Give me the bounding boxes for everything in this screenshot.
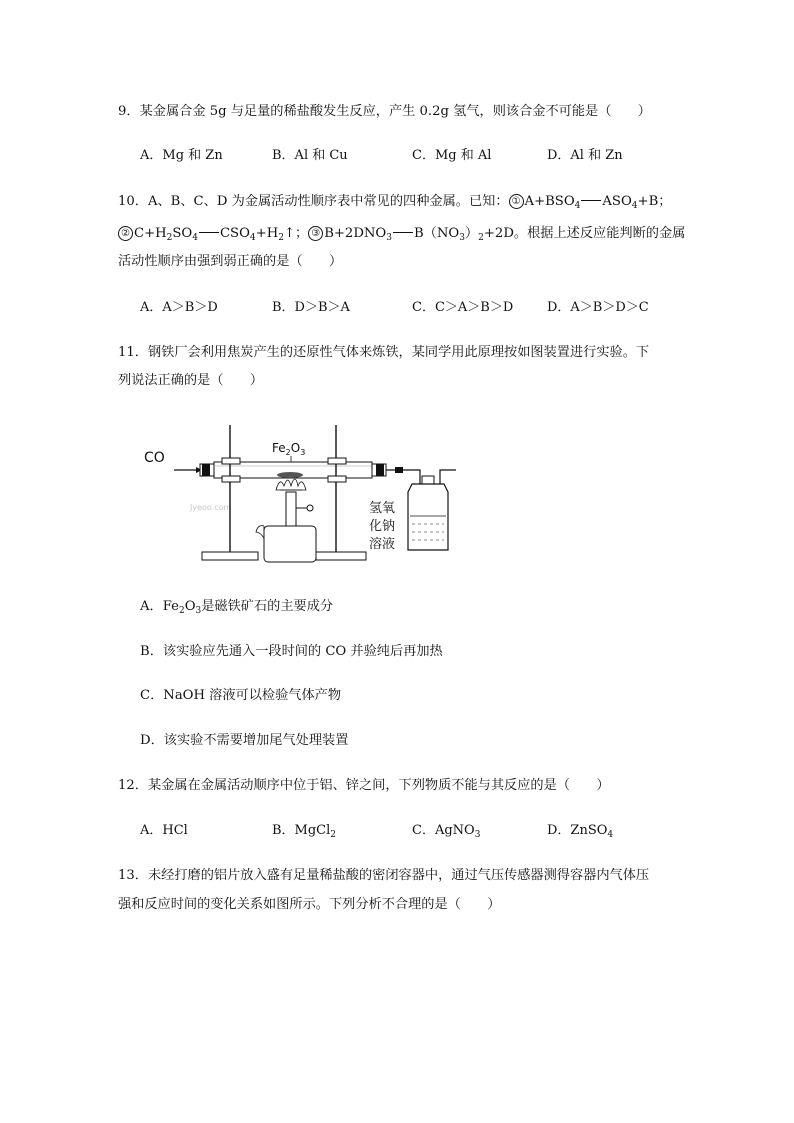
- left-stand-base: [202, 552, 258, 560]
- co-label: CO: [144, 450, 165, 466]
- circle-3-icon: ③: [308, 226, 323, 241]
- r1-right: ASO: [602, 194, 632, 209]
- r1-tail: +B；: [637, 194, 672, 209]
- right-stand-base: [316, 552, 366, 560]
- reaction-arrow-icon: [581, 200, 601, 201]
- q10-option-b: B．D＞B＞A: [272, 300, 350, 315]
- circle-1-icon: ①: [509, 194, 524, 209]
- reaction-arrow-icon: [199, 232, 219, 233]
- r2-mid: SO: [172, 226, 193, 241]
- q10-option-d: D．A＞B＞D＞C: [547, 300, 649, 315]
- q11-option-a: [140, 598, 333, 620]
- q10-intro: 10．A、B、C、D 为金属活动性顺序表中常见的四种金属。已知：: [118, 194, 509, 209]
- q11-option-b: B．该实验应先通入一段时间的 CO 并验纯后再加热: [140, 644, 443, 659]
- hose-connector: [395, 467, 403, 473]
- q12-option-d: [547, 822, 613, 844]
- q12-b-sub: 2: [330, 830, 337, 840]
- apparatus-diagram: [140, 420, 470, 570]
- q11-a-text-3: 是磁铁矿石的主要成分: [201, 599, 334, 614]
- r3-sub2: 3: [459, 233, 465, 243]
- q11-line-1: 11．钢铁厂会利用焦炭产生的还原性气体来炼铁，某同学用此原理按如图装置进行实验。下: [118, 345, 650, 360]
- r3-sub1: 3: [386, 233, 392, 243]
- right-stopper-fill: [376, 464, 384, 476]
- burner-body: [264, 526, 316, 562]
- fe2o3-label: $Fe_2O_3$: [272, 441, 306, 457]
- q9-option-a: A．Mg 和 Zn: [140, 148, 223, 163]
- q12-c-text: C．AgNO: [412, 823, 475, 838]
- gas-inlet: [256, 526, 264, 538]
- fe2o3-powder: [277, 472, 303, 478]
- naoh-solution: [410, 516, 446, 548]
- r2-sub2: 4: [192, 233, 198, 243]
- r2-right2: +H: [255, 226, 279, 241]
- right-clamp-bottom: [328, 476, 346, 482]
- r3-left: B+2DNO: [324, 226, 387, 241]
- q12-option-a: A．HCl: [140, 823, 188, 838]
- q9-option-b: B．Al 和 Cu: [272, 148, 348, 163]
- reaction-arrow-icon: [393, 232, 413, 233]
- q13-line-1: 13．未经打磨的铝片放入盛有足量稀盐酸的密闭容器中，通过气压传感器测得容器内气体压: [118, 868, 650, 883]
- r2-sub1: 2: [166, 233, 173, 243]
- q11-option-d: D．该实验不需要增加尾气处理装置: [140, 733, 349, 748]
- r1-left: A+BSO: [524, 194, 575, 209]
- r2-tail: ↑；: [283, 226, 309, 241]
- q11-a-text-1: A．Fe: [140, 599, 179, 614]
- r1-left-sub: 4: [574, 201, 581, 211]
- naoh-label-1: 氢氧: [369, 501, 396, 516]
- r3-tail: +2D。根据上述反应能判断的金属: [483, 226, 686, 241]
- r2-right: CSO: [219, 226, 250, 241]
- q9-option-d: D．Al 和 Zn: [547, 148, 623, 163]
- q11-line-2: 列说法正确的是（ ）: [118, 373, 264, 388]
- naoh-label-3: 溶液: [369, 537, 396, 552]
- r2-sub4: 2: [278, 233, 284, 243]
- q12-option-c: [412, 822, 480, 844]
- q10-line-3: 活动性顺序由强到弱正确的是（ ）: [118, 254, 343, 269]
- circle-2-icon: ②: [118, 226, 133, 241]
- left-clamp-top: [222, 458, 240, 464]
- r3-right: B（NO: [413, 226, 460, 241]
- right-clamp-top: [328, 458, 346, 464]
- left-stopper-fill: [202, 464, 210, 476]
- q12-d-sub: 4: [607, 830, 614, 840]
- q13-line-2: 强和反应时间的变化关系如图所示。下列分析不合理的是（ ）: [118, 897, 501, 912]
- burner-tube: [286, 492, 296, 526]
- q10-line-2: [118, 225, 685, 247]
- q9-option-c: C．Mg 和 Al: [412, 148, 492, 163]
- r2-left: C+H: [134, 226, 167, 241]
- q11-a-sub-1: 2: [178, 606, 185, 616]
- left-clamp-bottom: [222, 476, 240, 482]
- r3-mid: ）: [464, 226, 479, 241]
- r2-sub3: 4: [249, 233, 256, 243]
- apparatus-figure: [140, 420, 470, 570]
- q10-option-a: A．A＞B＞D: [140, 300, 218, 315]
- r1-right-sub: 4: [631, 201, 638, 211]
- q12-c-sub: 3: [474, 830, 481, 840]
- q11-option-c: C．NaOH 溶液可以检验气体产物: [140, 688, 342, 703]
- watermark: Jyeoo.com: [190, 503, 232, 512]
- burner-knob-icon: [307, 505, 313, 511]
- q10-line-1: [118, 193, 671, 215]
- q11-a-sub-2: 3: [195, 606, 202, 616]
- q11-a-text-2: O: [184, 599, 196, 614]
- q12-option-b: [272, 822, 336, 844]
- q9-stem: 9．某金属合金 5g 与足量的稀盐酸发生反应，产生 0.2g 氢气，则该合金不可能是（ ）: [118, 104, 651, 119]
- q10-option-c: C．C＞A＞B＞D: [412, 300, 514, 315]
- bottle-stopper: [422, 476, 434, 484]
- q12-stem: 12．某金属在金属活动顺序中位于铝、锌之间，下列物质不能与其反应的是（ ）: [118, 778, 610, 793]
- r3-sub3: 2: [478, 233, 484, 243]
- q12-b-text: B．MgCl: [272, 823, 331, 838]
- naoh-label-2: 化钠: [369, 519, 396, 534]
- q12-d-text: D．ZnSO: [547, 823, 608, 838]
- flame-icon: [276, 479, 306, 490]
